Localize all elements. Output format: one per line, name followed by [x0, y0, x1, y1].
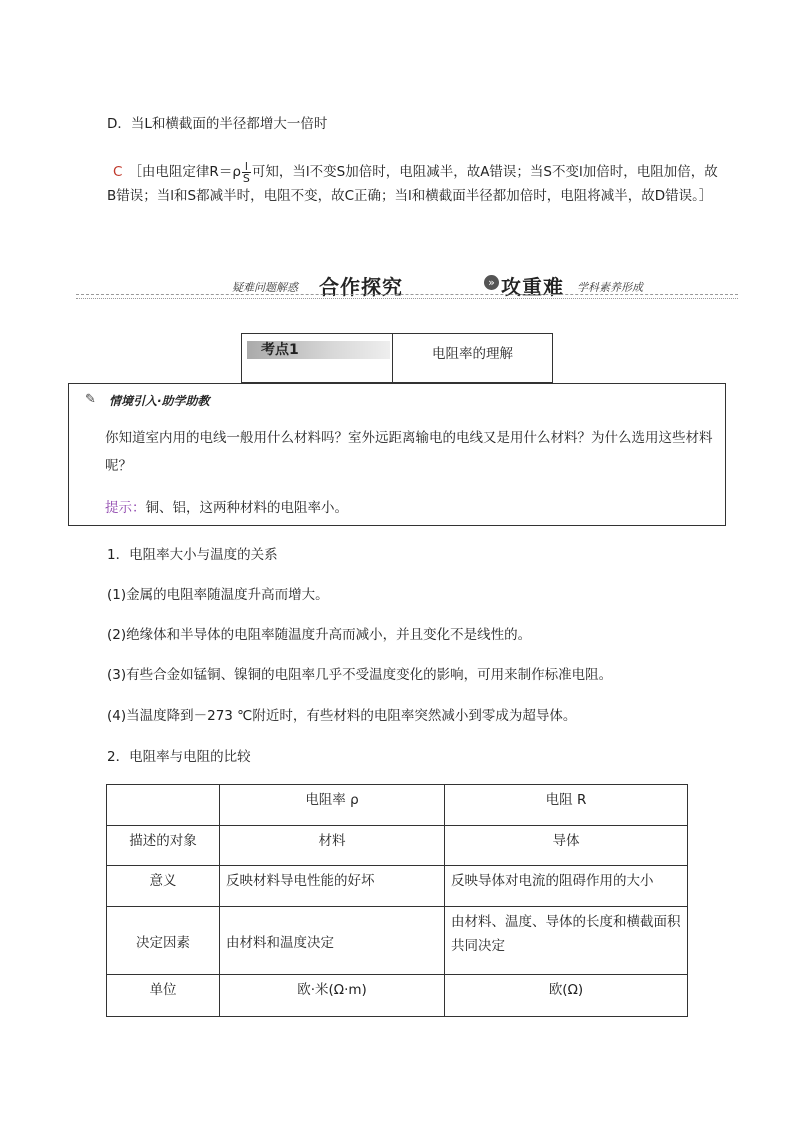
kaodian-title: 电阻率的理解 [432, 346, 513, 362]
table-cell: 单位 [107, 975, 220, 1017]
table-header-cell: 电阻率 ρ [220, 785, 445, 826]
kaodian-table [241, 333, 553, 383]
banner-left-small: 疑难问题解惑 [232, 281, 298, 294]
table-cell: 描述的对象 [107, 826, 220, 866]
answer-post: 可知，当l不变S加倍时，电阻减半，故A错误；当S不变l加倍时，电阻加倍，故B错误；当l和S都减半时，电阻不变，故C正确；当l和横截面半径都加倍时，电阻将减半，故D错误。］ [107, 164, 718, 204]
table-cell: 欧·米(Ω·m) [220, 975, 445, 1017]
section2-title: 2．电阻率与电阻的比较 [107, 749, 251, 765]
section1-item-4: (4)当温度降到－273 ℃附近时，有些材料的电阻率突然减小到零成为超导体。 [107, 708, 577, 724]
section1-item-3: (3)有些合金如锰铜、镍铜的电阻率几乎不受温度变化的影响，可用来制作标准电阻。 [107, 667, 613, 683]
table-header-cell: 电阻 R [445, 785, 688, 826]
hint-text: 铜、铝，这两种材料的电阻率小。 [145, 500, 348, 516]
arrow-icon: » [484, 275, 499, 290]
table-row [107, 907, 688, 975]
banner-divider-dotted [76, 298, 738, 299]
table-cell: 材料 [220, 826, 445, 866]
answer-explanation [107, 160, 719, 208]
option-d: D．当L和横截面的半径都增大一倍时 [107, 116, 328, 132]
table-cell: 由材料和温度决定 [220, 907, 445, 975]
situation-box [68, 383, 726, 526]
hint-label: 提示： [105, 500, 146, 516]
banner-divider [76, 294, 738, 295]
kaodian-tag: 考点1 [261, 342, 299, 358]
table-cell: 反映导体对电流的阻碍作用的大小 [445, 866, 688, 907]
table-row [107, 975, 688, 1017]
table-cell: 导体 [445, 826, 688, 866]
comparison-table [106, 784, 688, 1017]
kaodian-tab [247, 341, 390, 359]
kaodian-tag-cell [242, 334, 393, 383]
table-cell: 决定因素 [107, 907, 220, 975]
table-row [107, 866, 688, 907]
table-cell: 欧(Ω) [445, 975, 688, 1017]
answer-letter: C [113, 164, 123, 180]
fraction-l-over-s [242, 161, 251, 184]
answer-pre: ［由电阻定律R＝ρ [128, 164, 241, 180]
section-banner [76, 270, 738, 302]
banner-right-small: 学科素养形成 [577, 281, 643, 294]
banner-main-left: 合作探究 [319, 275, 403, 299]
table-row [107, 826, 688, 866]
table-header-row [107, 785, 688, 826]
section1-title: 1．电阻率大小与温度的关系 [107, 547, 278, 563]
situation-hint [105, 496, 348, 516]
frac-denominator: S [242, 171, 250, 185]
section1-item-2: (2)绝缘体和半导体的电阻率随温度升高而减小，并且变化不是线性的。 [107, 627, 532, 643]
situation-title: 情境引入·助学助教 [109, 394, 210, 408]
table-cell: 反映材料导电性能的好坏 [220, 866, 445, 907]
table-cell: 意义 [107, 866, 220, 907]
table-header-cell [107, 785, 220, 826]
situation-question: 你知道室内用的电线一般用什么材料吗？室外远距离输电的电线又是用什么材料？为什么选用这些材料呢？ [105, 430, 713, 474]
frac-numerator: l [242, 161, 251, 173]
pen-icon: ✎ [85, 392, 96, 407]
banner-main-right: 攻重难 [501, 275, 564, 299]
section1-item-1: (1)金属的电阻率随温度升高而增大。 [107, 587, 329, 603]
table-cell: 由材料、温度、导体的长度和横截面积共同决定 [445, 907, 688, 975]
